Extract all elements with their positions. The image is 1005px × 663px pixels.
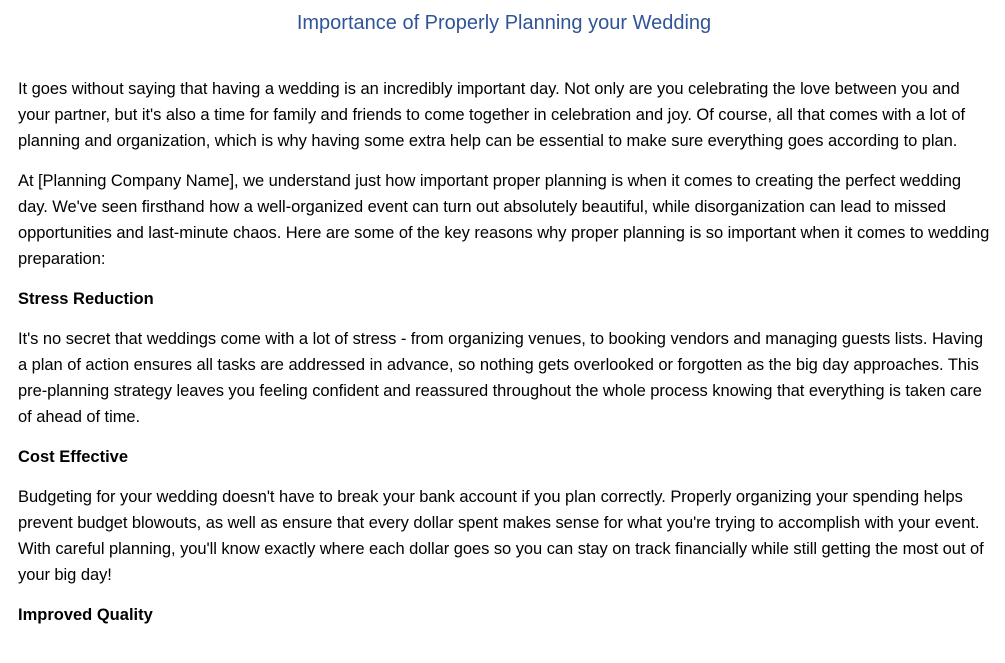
- intro-paragraph-2: At [Planning Company Name], we understand just how important proper planning is when it comes to creating the perfect wedding day. We've seen firsthand how a well-organized event can turn out absolutely beautiful, while disorganization can lead to missed opportunities and last-minute chaos. Here are some of the key reasons why proper planning is so important when it comes to wedding preparation:: [18, 172, 990, 268]
- document-body: [18, 0, 990, 628]
- intro-paragraph-1: It goes without saying that having a wedding is an incredibly important day. Not only are you celebrating the love between you and your partner, but it's also a time for family and friends to come together in celebration and joy. Of course, all that comes with a lot of planning and organization, which is why having some extra help can be essential to make sure everything goes according to plan.: [18, 80, 965, 150]
- section-heading-cost-effective: Cost Effective: [18, 448, 129, 466]
- section-heading-improved-quality: Improved Quality: [18, 606, 153, 624]
- document-title: Importance of Properly Planning your Wedding: [296, 12, 712, 34]
- section-body-cost-effective: Budgeting for your wedding doesn't have to break your bank account if you plan correctly. Properly organizing your spending helps prevent budget blowouts, as well as ensure that every dollar spent makes sense for what you're trying to accomplish with your event. With careful planning, you'll know exactly where each dollar goes so you can stay on track financially while still getting the most out of your big day!: [18, 488, 984, 584]
- section-heading-stress-reduction: Stress Reduction: [18, 290, 154, 308]
- section-body-stress-reduction: It's no secret that weddings come with a lot of stress - from organizing venues, to booking vendors and managing guests lists. Having a plan of action ensures all tasks are addressed in advance, so nothing gets overlooked or forgotten as the big day approaches. This pre-planning strategy leaves you feeling confident and reassured throughout the whole process knowing that everything is taken care of ahead of time.: [18, 330, 984, 426]
